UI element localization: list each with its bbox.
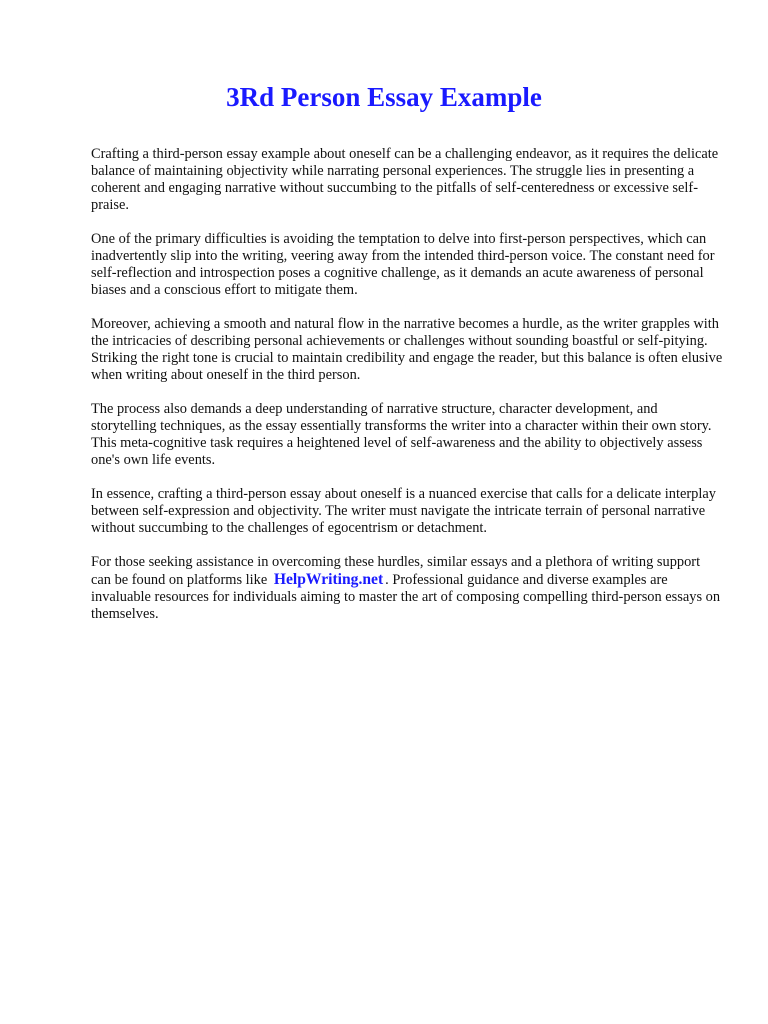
paragraph-6: [91, 554, 723, 623]
paragraph-4: The process also demands a deep understanding of narrative structure, character development, and storytelling techniques, as the essay essentially transforms the writer into a character within their own story. This meta-cognitive task requires a heightened level of self-awareness and the ability to objectively assess one's own life events.: [91, 401, 712, 468]
paragraph-1: Crafting a third-person essay example about oneself can be a challenging endeavor, as it requires the delicate balance of maintaining objectivity while narrating personal experiences. The struggle lies in presenting a coherent and engaging narrative without succumbing to the pitfalls of self-centeredness or excessive self-praise.: [91, 146, 719, 213]
paragraph-6-text-after-link: . Professional guidance and diverse examples are invaluable resources for individuals aiming to master the art of composing compelling third-person essays on themselves.: [91, 572, 721, 622]
document-title: 3Rd Person Essay Example: [226, 82, 542, 112]
paragraph-5: In essence, crafting a third-person essay about oneself is a nuanced exercise that calls for a delicate interplay between self-expression and objectivity. The writer must navigate the intricate terrain of personal narrative without succumbing to the challenges of egocentrism or detachment.: [91, 486, 716, 536]
paragraph-3: Moreover, achieving a smooth and natural flow in the narrative becomes a hurdle, as the writer grapples with the intricacies of describing personal achievements or challenges without sounding boastful or self-pitying. Striking the right tone is crucial to maintain credibility and engage the reader, but this balance is often elusive when writing about oneself in the third person.: [91, 316, 723, 383]
paragraph-6-text-before-link: For those seeking assistance in overcoming these hurdles, similar essays and a plethora of writing support can be found on platforms like: [91, 554, 701, 588]
document-body: [91, 146, 723, 640]
paragraph-2: One of the primary difficulties is avoiding the temptation to delve into first-person perspectives, which can inadvertently slip into the writing, veering away from the intended third-person voice. The constant need for self-reflection and introspection poses a cognitive challenge, as it demands an acute awareness of personal biases and a conscious effort to mitigate them.: [91, 231, 715, 298]
helpwriting-link[interactable]: HelpWriting.net: [273, 571, 384, 588]
